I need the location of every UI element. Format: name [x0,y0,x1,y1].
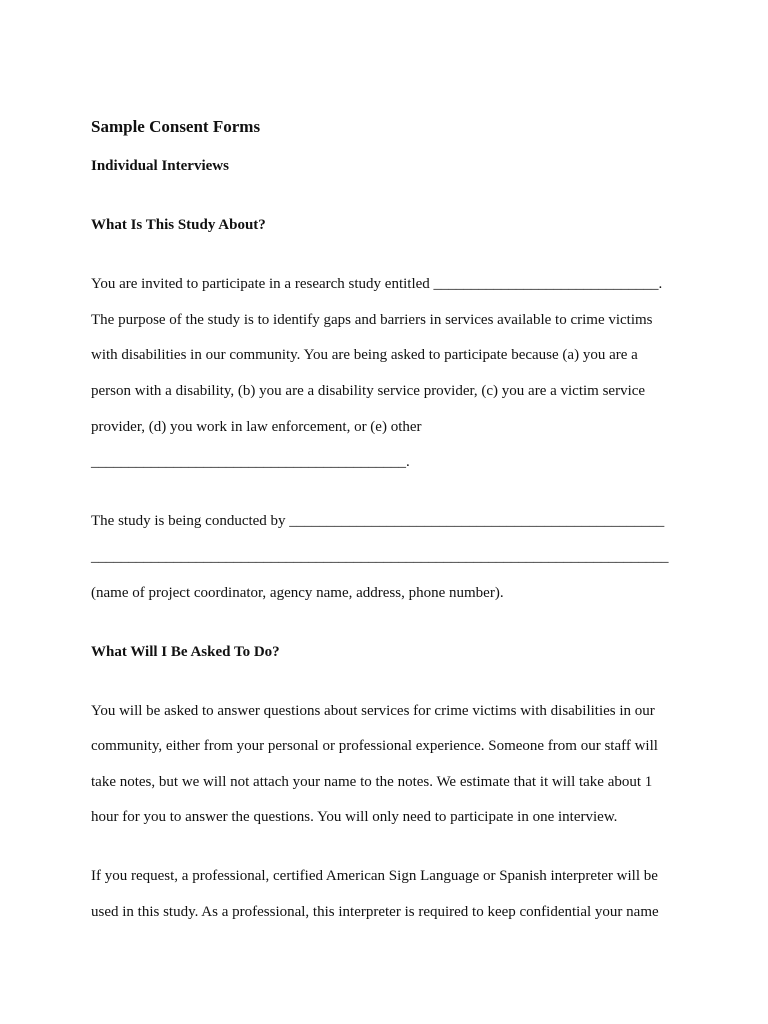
paragraph-line: take notes, but we will not attach your name to the notes. We estimate that it will take about 1 [91,774,653,790]
paragraph-line: hour for you to answer the questions. You will only need to participate in one interview. [91,809,618,825]
paragraph-line: __________________________________________. [91,454,410,470]
document-subtitle: Individual Interviews [91,158,229,174]
paragraph-line: If you request, a professional, certified American Sign Language or Spanish interpreter will be [91,868,658,884]
section-heading-study-about: What Is This Study About? [91,217,266,233]
paragraph-line: community, either from your personal or professional experience. Someone from our staff will [91,738,658,754]
paragraph-line: _____________________________________________________________________________ [91,549,669,565]
paragraph-line: (name of project coordinator, agency name, address, phone number). [91,585,504,601]
paragraph-line: The study is being conducted by __________________________________________________ [91,513,665,529]
paragraph-line: with disabilities in our community. You are being asked to participate because (a) you are a [91,347,638,363]
paragraph-line: You will be asked to answer questions about services for crime victims with disabilities in our [91,703,655,719]
section-heading-asked-to-do: What Will I Be Asked To Do? [91,644,280,660]
paragraph-line: used in this study. As a professional, this interpreter is required to keep confidential your name [91,904,659,920]
paragraph-line: The purpose of the study is to identify gaps and barriers in services available to crime victims [91,312,653,328]
paragraph-line: provider, (d) you work in law enforcement, or (e) other [91,419,422,435]
paragraph-line: You are invited to participate in a research study entitled ______________________________. [91,276,663,292]
paragraph-line: person with a disability, (b) you are a disability service provider, (c) you are a victim service [91,383,646,399]
document-title: Sample Consent Forms [91,117,261,136]
